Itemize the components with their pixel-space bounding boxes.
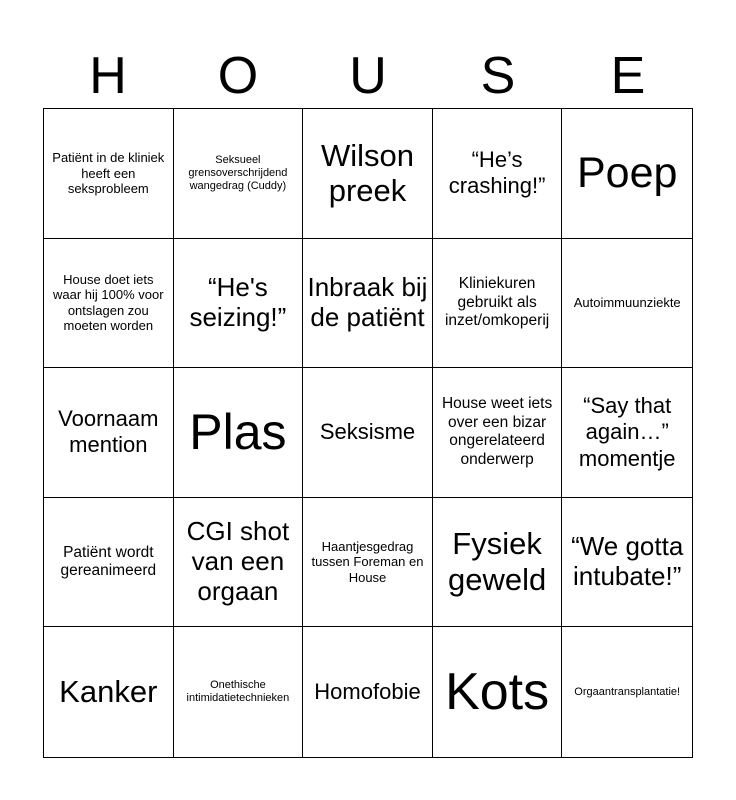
bingo-cell[interactable]: “Say that again…” momentje <box>562 368 692 498</box>
header-letter-s: S <box>480 47 516 105</box>
bingo-cell[interactable]: Wilson preek <box>303 109 433 239</box>
header-letter-e: E <box>610 47 646 105</box>
bingo-cell[interactable]: Patiënt in de kliniek heeft een seksprobleem <box>44 109 174 239</box>
bingo-cell[interactable]: “He’s crashing!” <box>433 109 563 239</box>
bingo-cell[interactable]: Kots <box>433 627 563 757</box>
header-letter-h: H <box>89 47 127 105</box>
bingo-cell[interactable]: Kliniekuren gebruikt als inzet/omkoperij <box>433 239 563 369</box>
bingo-cell[interactable]: Fysiek geweld <box>433 498 563 628</box>
bingo-cell[interactable]: Plas <box>174 368 304 498</box>
bingo-cell[interactable]: House doet iets waar hij 100% voor ontslagen zou moeten worden <box>44 239 174 369</box>
bingo-cell[interactable]: Onethische intimidatietechnieken <box>174 627 304 757</box>
header-letter-o: O <box>217 47 259 105</box>
bingo-cell[interactable]: Patiënt wordt gereanimeerd <box>44 498 174 628</box>
bingo-cell[interactable]: Haantjesgedrag tussen Foreman en House <box>303 498 433 628</box>
bingo-cell[interactable]: Seksisme <box>303 368 433 498</box>
bingo-cell[interactable]: House weet iets over een bizar ongerelateerd onderwerp <box>433 368 563 498</box>
bingo-cell[interactable]: Poep <box>562 109 692 239</box>
bingo-cell[interactable]: Orgaantransplantatie! <box>574 685 681 698</box>
bingo-board <box>43 108 693 758</box>
bingo-cell[interactable]: Autoimmuunziekte <box>562 239 692 369</box>
header-letter-u: U <box>349 47 387 105</box>
bingo-cell[interactable]: “He's seizing!” <box>174 239 304 369</box>
bingo-cell[interactable]: Inbraak bij de patiënt <box>303 239 433 369</box>
bingo-cell[interactable]: “We gotta intubate!” <box>562 498 692 628</box>
bingo-cell[interactable]: Seksueel grensoverschrijdend wangedrag (Cuddy) <box>174 109 304 239</box>
bingo-cell[interactable]: Homofobie <box>303 627 433 757</box>
bingo-cell[interactable]: Voornaam mention <box>44 368 174 498</box>
bingo-cell[interactable]: CGI shot van een orgaan <box>174 498 304 628</box>
bingo-header <box>43 44 693 108</box>
bingo-cell[interactable]: Kanker <box>44 627 174 757</box>
